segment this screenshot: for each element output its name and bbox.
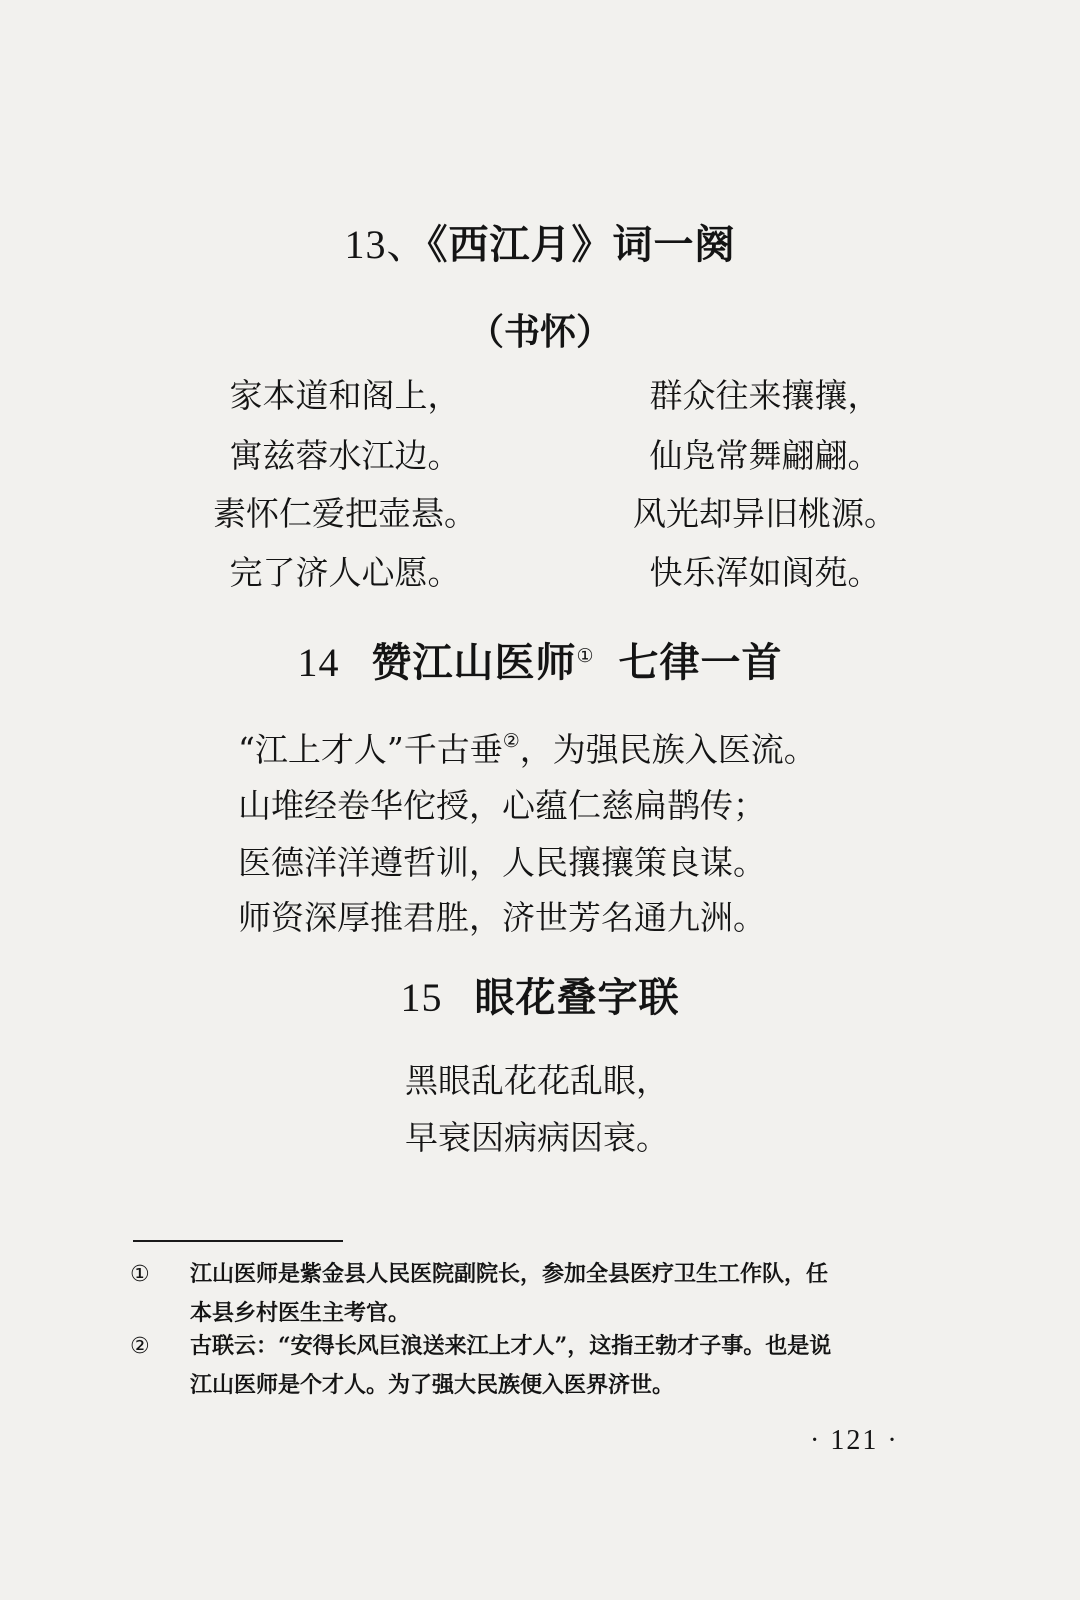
poem-14-heading	[0, 638, 1080, 688]
poem-14-line-1b: ，为强民族入医流。	[519, 730, 817, 769]
poem-14-title: 赞江山医师	[371, 640, 577, 686]
poem-15-line-2: 早衰因病病因衰。	[405, 1118, 669, 1157]
footnote-2-mark: ②	[130, 1334, 150, 1359]
poem-15-heading	[0, 973, 1080, 1023]
poem-15-line-1: 黑眼乱花花乱眼，	[405, 1061, 669, 1100]
poem-13-subtitle: （书怀）	[467, 312, 612, 353]
poem-15-number: 15	[400, 975, 443, 1020]
poem-13-right-line-3: 风光却异旧桃源。	[633, 494, 897, 533]
footnote-1-line-2: 本县乡村医生主考官。	[190, 1300, 411, 1326]
poem-14-line-3: 医德洋洋遵哲训，人民攘攘策良谋。	[238, 843, 766, 882]
poem-13-left-line-1: 家本道和阁上，	[229, 376, 461, 415]
poem-14-title-2: 七律一首	[618, 640, 783, 686]
poem-14-line-1a: “江上才人”千古垂	[238, 730, 503, 769]
poem-13-right-line-1: 群众往来攘攘，	[649, 376, 881, 415]
footnote-2	[130, 1327, 970, 1404]
poem-13-left-line-4: 完了济人心愿。	[229, 553, 461, 592]
footnote-divider	[133, 1240, 343, 1242]
poem-13-number: 13、	[344, 222, 428, 267]
poem-14-number: 14	[297, 640, 340, 685]
footnote-ref-1: ①	[576, 645, 595, 667]
footnote-2-line-2: 江山医师是个才人。为了强大民族便入医界济世。	[190, 1372, 675, 1398]
footnote-2-line-1: 古联云：“安得长风巨浪送来江上才人”，这指王勃才子事。也是说	[190, 1333, 832, 1359]
footnote-1-mark: ①	[130, 1262, 150, 1287]
poem-13-title: 《西江月》词一阕	[427, 222, 736, 268]
poem-13-right-line-2: 仙凫常舞翩翩。	[649, 436, 881, 475]
poem-13-left-line-2: 寓兹蓉水江边。	[229, 436, 461, 475]
poem-15-title: 眼花叠字联	[474, 975, 680, 1021]
footnote-1	[130, 1255, 970, 1332]
poem-14-line-1	[238, 730, 817, 770]
poem-14-line-2: 山堆经卷华佗授，心蕴仁慈扁鹊传；	[238, 786, 766, 825]
page-number: · 121 ·	[810, 1425, 899, 1456]
footnote-ref-2: ②	[502, 730, 520, 752]
footnote-1-line-1: 江山医师是紫金县人民医院副院长，参加全县医疗卫生工作队，任	[190, 1261, 829, 1287]
poem-14-line-4: 师资深厚推君胜，济世芳名通九洲。	[238, 898, 766, 937]
poem-13-heading	[0, 220, 1080, 270]
poem-13-right-line-4: 快乐浑如阆苑。	[649, 553, 881, 592]
poem-13-left-line-3: 素怀仁爱把壶悬。	[213, 494, 477, 533]
